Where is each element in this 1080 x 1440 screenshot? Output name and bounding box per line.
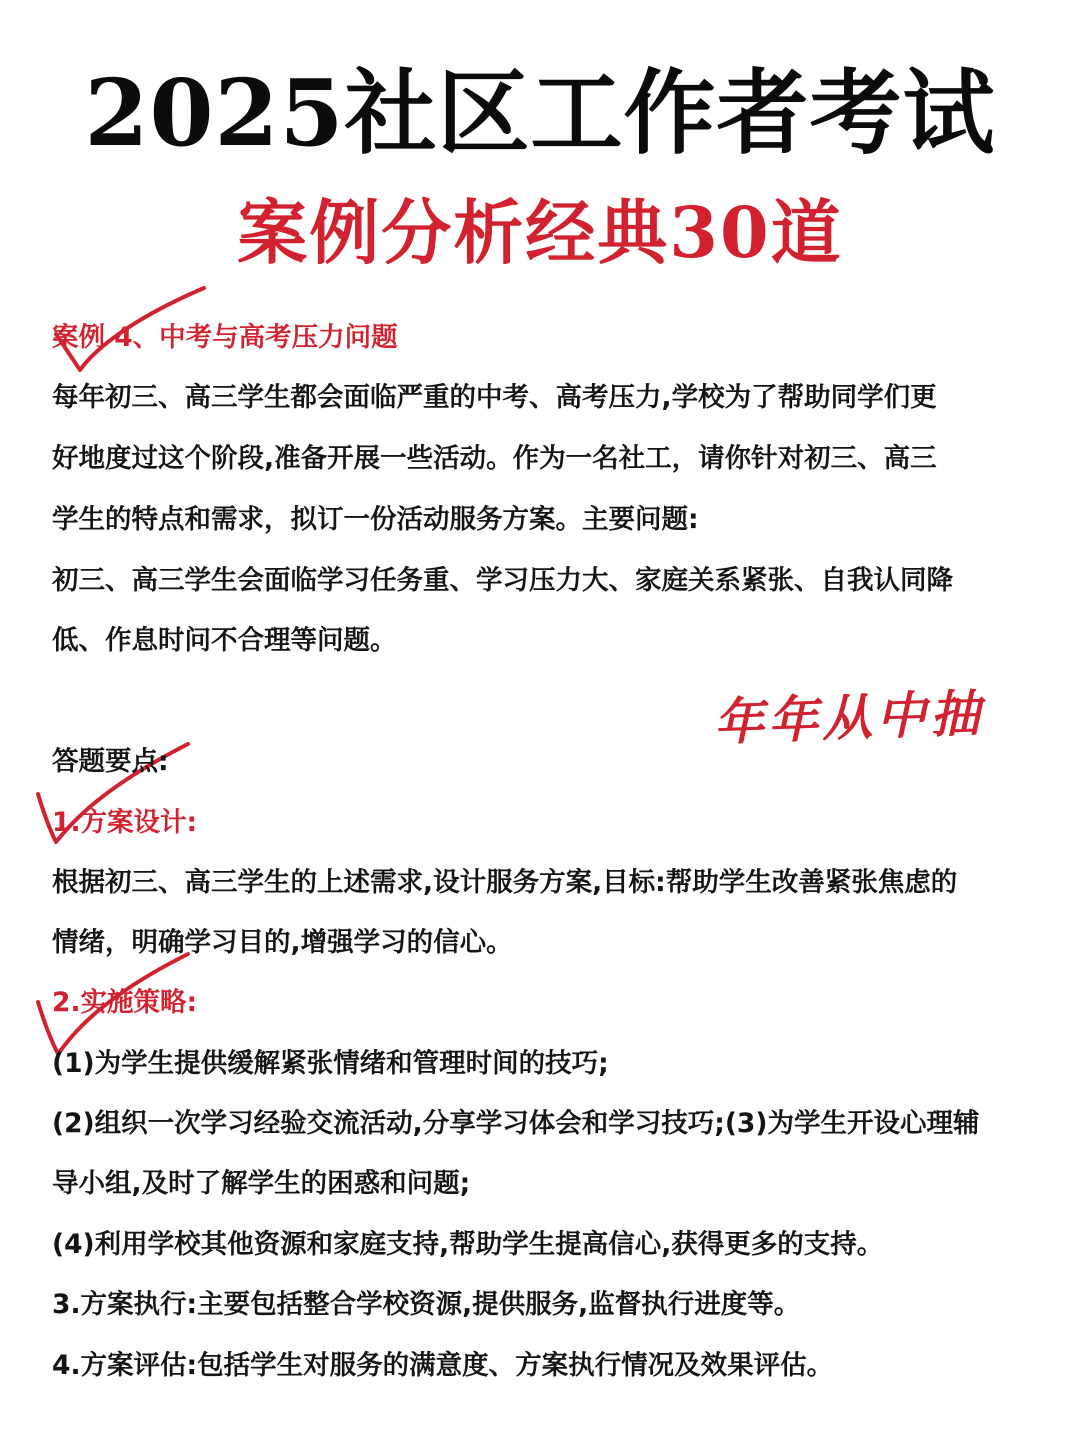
case-body-line: 好地度过这个阶段,准备开展一些活动。作为一名社工，请你针对初三、高三 bbox=[52, 443, 937, 474]
case-body-line: 低、作息时问不合理等问题。 bbox=[52, 625, 397, 656]
handwritten-note: 年年从中抽 bbox=[713, 683, 985, 752]
case-heading: 案例 4、中考与高考压力问题 bbox=[52, 322, 398, 353]
answer-heading: 答题要点: bbox=[52, 746, 169, 777]
page-subtitle: 案例分析经典30道 bbox=[237, 191, 843, 274]
strategy-line: (1)为学生提供缓解紧张情绪和管理时间的技巧; bbox=[52, 1048, 609, 1079]
section-body-line: 根据初三、高三学生的上述需求,设计服务方案,目标:帮助学生改善紧张焦虑的 bbox=[52, 867, 958, 898]
section-heading-strategy: 2.实施策略: bbox=[52, 987, 198, 1018]
strategy-line: 导小组,及时了解学生的困惑和问题; bbox=[52, 1168, 471, 1199]
section-execution-line: 3.方案执行:主要包括整合学校资源,提供服务,监督执行进度等。 bbox=[52, 1289, 801, 1320]
section-heading-design: 1.方案设计: bbox=[52, 807, 198, 838]
strategy-line: (2)组织一次学习经验交流活动,分享学习体会和学习技巧;(3)为学生开设心理辅 bbox=[52, 1108, 980, 1139]
case-body-line: 学生的特点和需求，拟订一份活动服务方案。主要问题: bbox=[52, 504, 699, 535]
section-evaluation-line: 4.方案评估:包括学生对服务的满意度、方案执行情况及效果评估。 bbox=[52, 1350, 834, 1381]
strategy-line: (4)利用学校其他资源和家庭支持,帮助学生提高信心,获得更多的支持。 bbox=[52, 1229, 884, 1260]
section-body-line: 情绪，明确学习目的,增强学习的信心。 bbox=[52, 927, 513, 958]
case-body-line: 初三、高三学生会面临学习任务重、学习压力大、家庭关系紧张、自我认同降 bbox=[52, 565, 953, 596]
page-title: 2025社区工作者考试 bbox=[84, 59, 996, 167]
case-body-line: 每年初三、高三学生都会面临严重的中考、高考压力,学校为了帮助同学们更 bbox=[52, 382, 937, 413]
